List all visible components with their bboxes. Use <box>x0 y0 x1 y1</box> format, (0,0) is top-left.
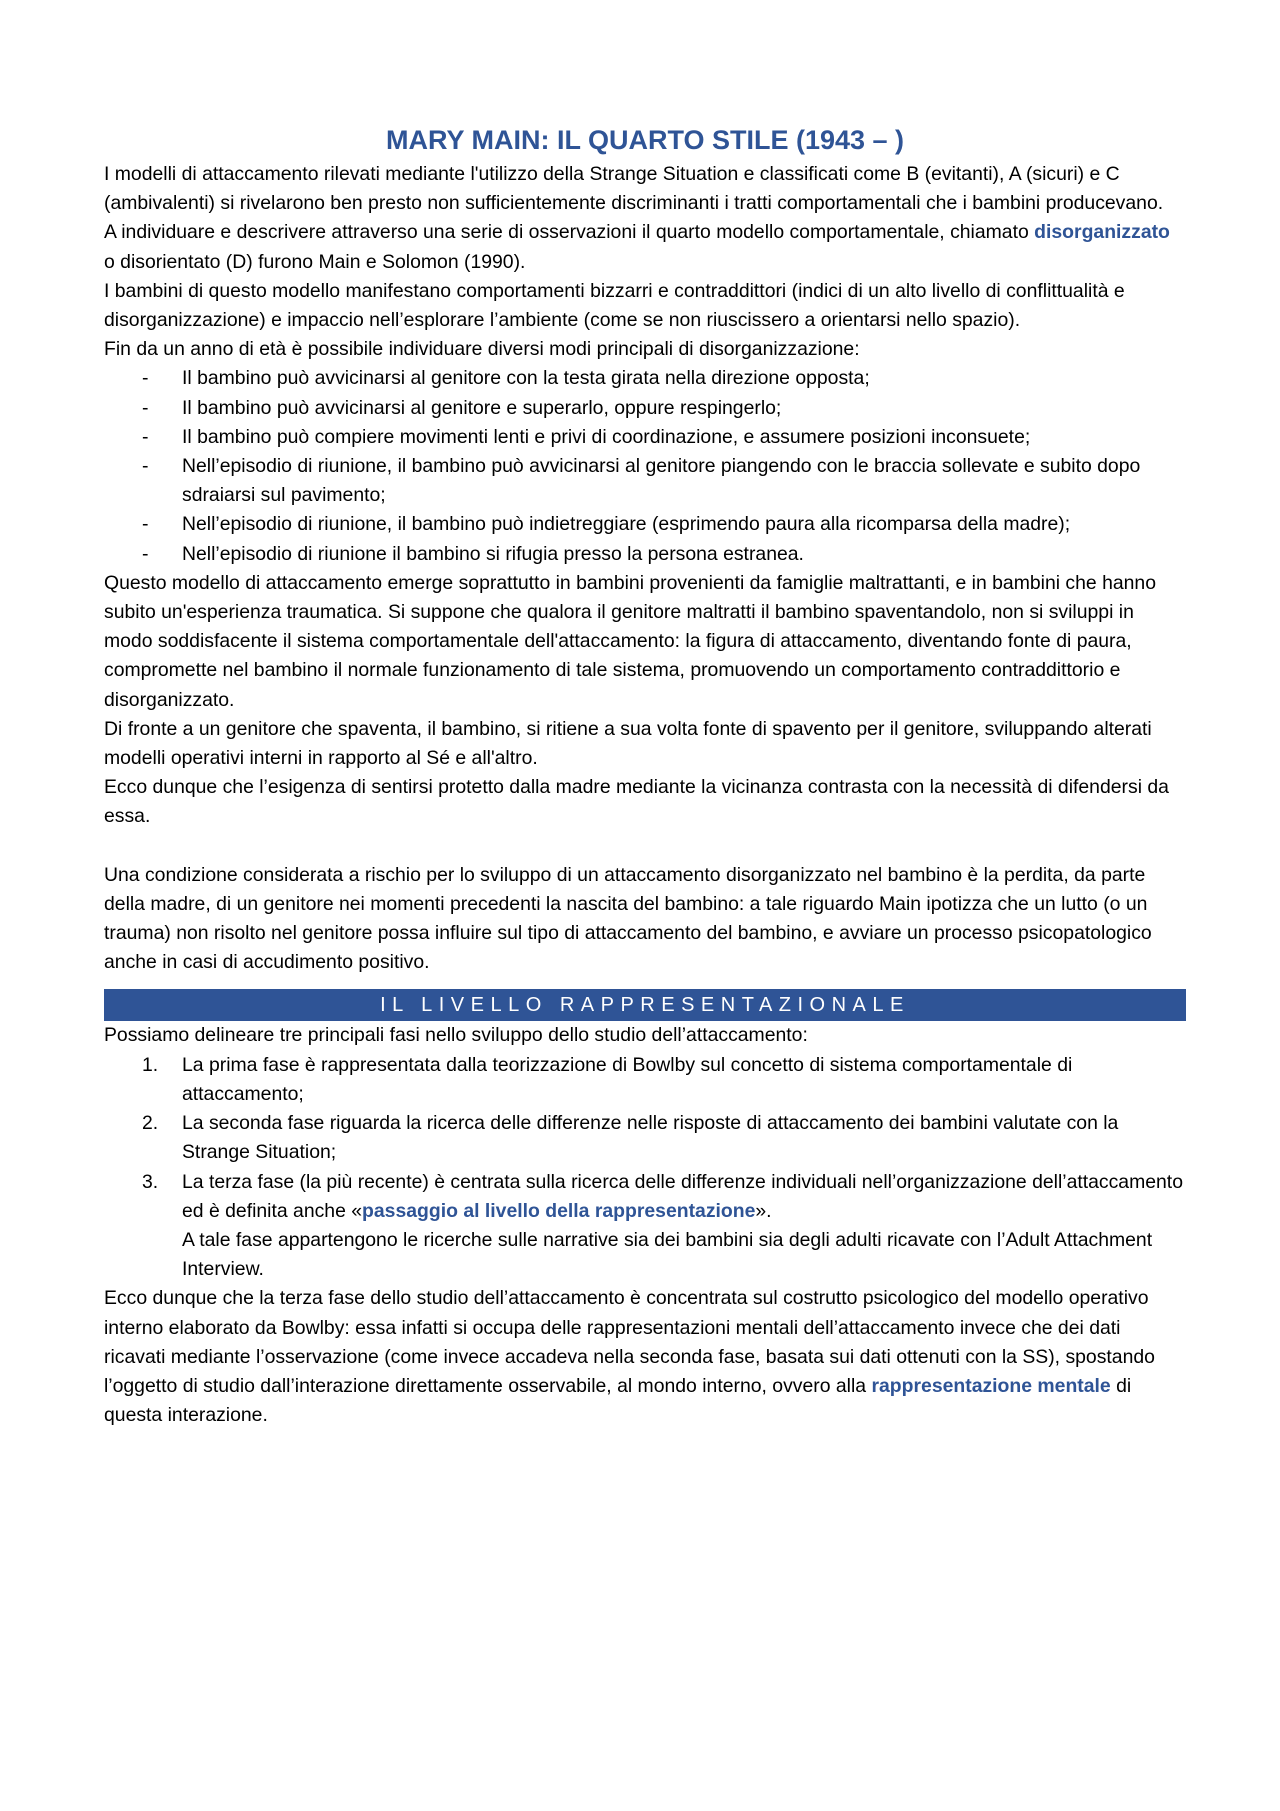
body-paragraph-frightening-parent: Di fronte a un genitore che spaventa, il bambino, si ritiene a sua volta fonte di spavento per il genitore, sviluppando alterati modelli operativi interni in rapporto al Sé e all'altro. <box>104 717 1152 770</box>
phases-list <box>104 1051 1186 1285</box>
paragraph-spacer <box>104 832 1186 861</box>
list-item <box>104 510 1186 539</box>
phase-text: La seconda fase riguarda la ricerca delle differenze nelle risposte di attaccamento dei bambini valutate con la Strange Situation; <box>182 1112 1119 1164</box>
list-bullet: - <box>142 425 149 448</box>
list-item-text: Il bambino può avvicinarsi al genitore con la testa girata nella direzione opposta; <box>182 367 870 390</box>
representation-highlight: passaggio al livello della rappresentazione <box>362 1199 756 1222</box>
intro-paragraph-3: I bambini di questo modello manifestano comportamenti bizzarri e contraddittori (indici di un alto livello di conflittualità e disorganizzazione) e impaccio nell’esplorare l’ambiente (come se non riuscissero a orientarsi nello spazio). <box>104 279 1125 332</box>
intro-paragraph-4: Fin da un anno di età è possibile individuare diversi modi principali di disorganizzazione: <box>104 338 860 361</box>
list-item <box>104 540 1186 569</box>
list-item-text: Il bambino può compiere movimenti lenti e privi di coordinazione, e assumere posizioni inconsuete; <box>182 425 1031 448</box>
list-bullet: - <box>142 455 149 478</box>
phase-number: 2. <box>142 1112 159 1135</box>
phase-number: 3. <box>142 1170 159 1193</box>
body-paragraph-maltreatment: Questo modello di attaccamento emerge soprattutto in bambini provenienti da famiglie maltrattanti, e in bambini che hanno subito un'esperienza traumatica. Si suppone che qualora il genitore maltratti il bambino spaventandolo, non si sviluppi in modo soddisfacente il sistema comportamentale dell'attaccamento: la figura di attaccamento, diventando fonte di paura, compromette nel bambino il normale funzionamento di tale sistema, promuovendo un comportamento contraddittorio e disorganizzato. <box>104 571 1156 711</box>
list-item-text: Nell’episodio di riunione il bambino si rifugia presso la persona estranea. <box>182 542 804 565</box>
phase-number: 1. <box>142 1053 159 1076</box>
list-item-text: Nell’episodio di riunione, il bambino può indietreggiare (esprimendo paura alla ricomparsa della madre); <box>182 513 1071 536</box>
closing-text-before: Ecco dunque che la terza fase dello studio dell’attaccamento è concentrata sul costrutto psicologico del modello operativo interno elaborato da Bowlby: essa infatti si occupa delle rappresentazioni mentali dell’attaccamento invece che dei dati ricavati mediante l’osservazione (come invece accadeva nella seconda fase, basata sui dati ottenuti con la SS), spostando l’oggetto di studio dall’interazione direttamente osservabile, al mondo interno, ovvero alla <box>104 1287 1155 1397</box>
mental-representation-highlight: rappresentazione mentale <box>871 1374 1111 1397</box>
list-item <box>104 423 1186 452</box>
page-title: MARY MAIN: IL QUARTO STILE (1943 – ) <box>385 125 905 155</box>
body-paragraph-risk-condition: Una condizione considerata a rischio per lo sviluppo di un attaccamento disorganizzato nel bambino è la perdita, da parte della madre, di un genitore nei momenti precedenti la nascita del bambino: a tale riguardo Main ipotizza che un lutto (o un trauma) non risolto nel genitore possa influire sul tipo di attaccamento del bambino, e avviare un processo psicopatologico anche in casi di accudimento positivo. <box>104 863 1152 974</box>
section-heading-band: IL LIVELLO RAPPRESENTAZIONALE <box>104 989 1186 1021</box>
list-item <box>104 394 1186 423</box>
disorganization-list <box>104 364 1186 568</box>
phase-item <box>104 1051 1186 1109</box>
section2-intro: Possiamo delineare tre principali fasi nello sviluppo dello studio dell’attaccamento: <box>104 1024 808 1047</box>
phase-continuation: A tale fase appartengono le ricerche sulle narrative sia dei bambini sia degli adulti ricavate con l’Adult Attachment Interview. <box>182 1228 1153 1281</box>
body-paragraph-protection-need: Ecco dunque che l’esigenza di sentirsi protetto dalla madre mediante la vicinanza contrasta con la necessità di difendersi da essa. <box>104 776 1169 828</box>
phase-item <box>104 1109 1186 1167</box>
phase-text: La prima fase è rappresentata dalla teorizzazione di Bowlby sul concetto di sistema comportamentale di attaccamento; <box>182 1053 1073 1105</box>
intro-paragraph-2-text-before: A individuare e descrivere attraverso una serie di osservazioni il quarto modello comportamentale, chiamato <box>104 221 1035 244</box>
phase-item <box>104 1168 1186 1285</box>
list-bullet: - <box>142 542 149 565</box>
intro-paragraph-1: I modelli di attaccamento rilevati mediante l'utilizzo della Strange Situation e classificati come B (evitanti), A (sicuri) e C (ambivalenti) si rivelarono ben presto non sufficientemente discriminanti i tratti comportamentali che i bambini producevano. <box>104 163 1164 215</box>
list-item-text: Nell’episodio di riunione, il bambino può avvicinarsi al genitore piangendo con le braccia sollevate e subito dopo sdraiarsi sul pavimento; <box>182 455 1141 507</box>
list-item <box>104 364 1186 393</box>
intro-paragraph-2 <box>104 218 1186 276</box>
disorganized-highlight: disorganizzato <box>1034 221 1170 244</box>
list-item <box>104 452 1186 510</box>
intro-paragraph-2-text-after: o disorientato (D) furono Main e Solomon (1990). <box>104 250 526 273</box>
list-bullet: - <box>142 513 149 536</box>
list-bullet: - <box>142 396 149 419</box>
section2-closing <box>104 1284 1186 1430</box>
closing-text-after: di questa interazione. <box>104 1374 1132 1427</box>
phase-text-before: La terza fase (la più recente) è centrata sulla ricerca delle differenze individuali nell’organizzazione dell’attaccamento ed è definita anche « <box>182 1170 1183 1222</box>
list-bullet: - <box>142 367 149 390</box>
list-item-text: Il bambino può avvicinarsi al genitore e superarlo, oppure respingerlo; <box>182 396 782 419</box>
phase-text-after: ». <box>755 1199 772 1222</box>
